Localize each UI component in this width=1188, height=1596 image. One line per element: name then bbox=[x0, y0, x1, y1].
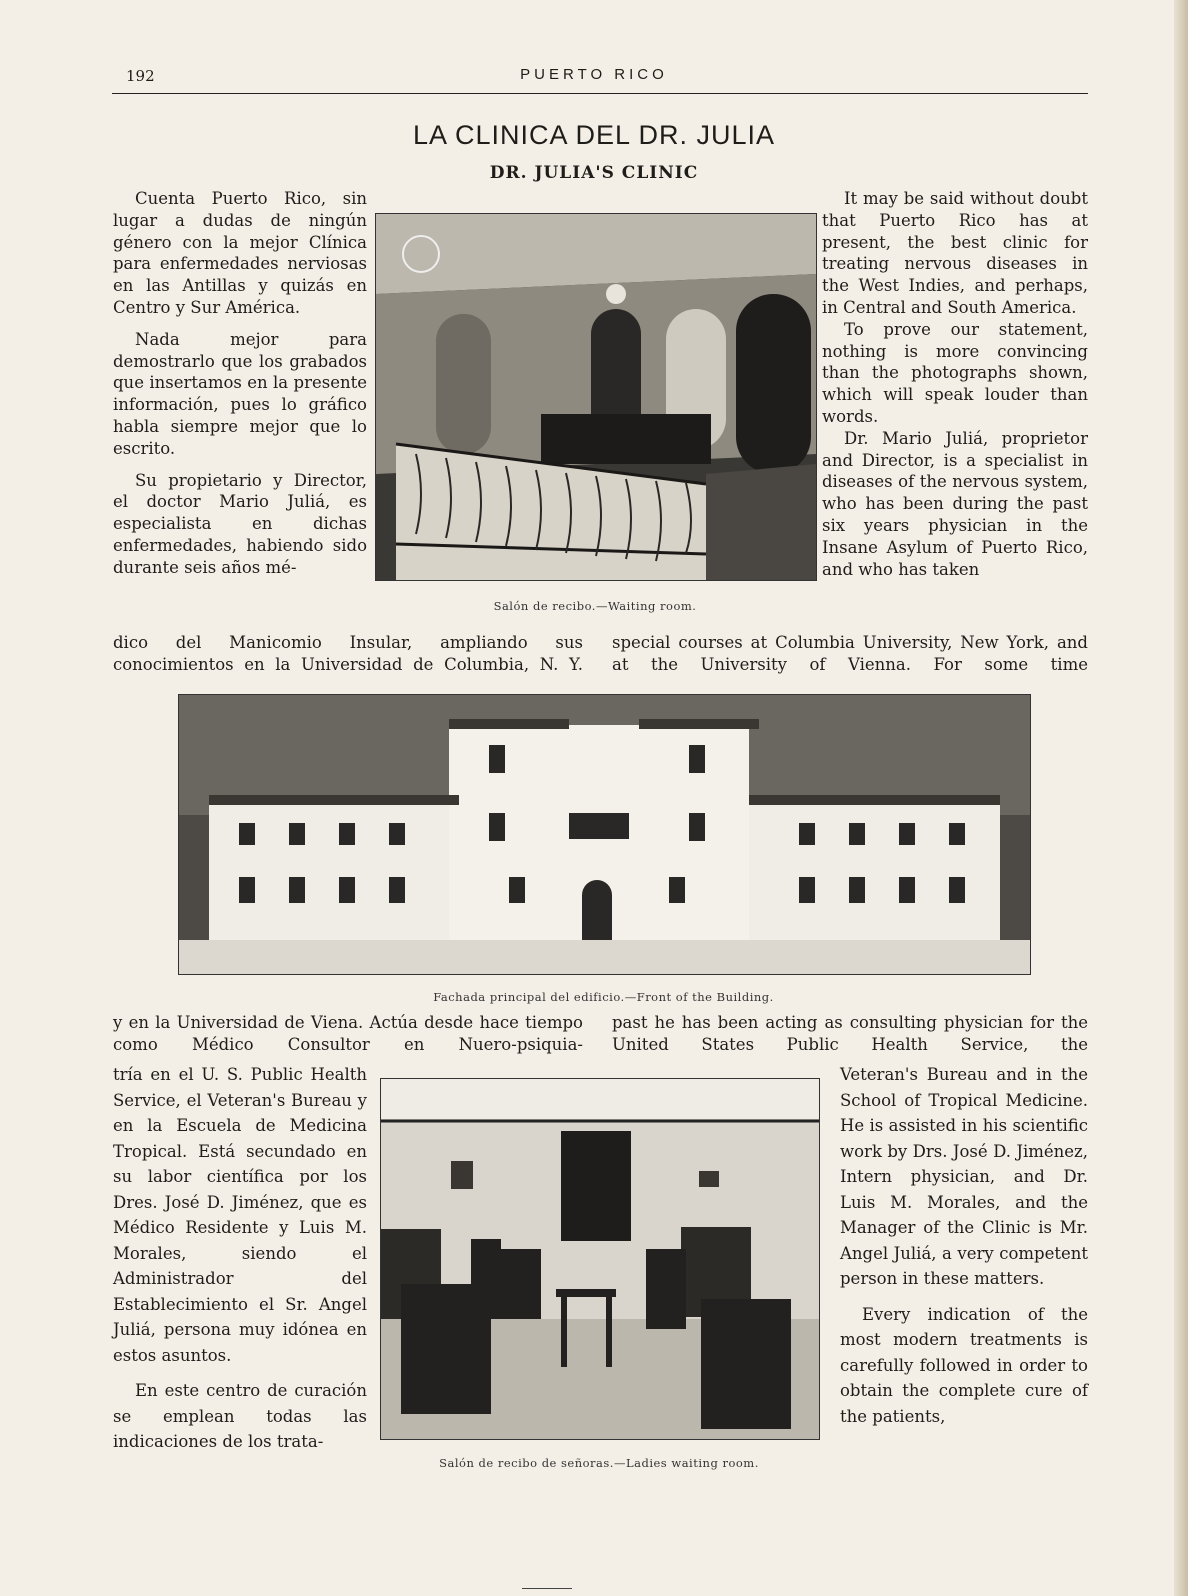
ladies-waiting-room-caption: Salón de recibo de señoras.—Ladies waiting room. bbox=[439, 1456, 759, 1470]
english-column-bottom bbox=[840, 1062, 1088, 1429]
english-column-top bbox=[822, 188, 1088, 580]
spanish-wide-lines-top: dico del Manicomio Insular, ampliando sus conocimientos en la Universidad de Columbia, N. Y. bbox=[113, 633, 583, 674]
english-paragraph-1: It may be said without doubt that Puerto Rico has at present, the best clinic for treating nervous diseases in the West Indies, and perhaps, in Central and South America. bbox=[822, 189, 1088, 317]
page-number: 192 bbox=[126, 67, 155, 85]
bottom-rule bbox=[522, 1588, 572, 1589]
spanish-paragraph-2: Nada mejor para demostrarlo que los grabados que insertamos en la presente información, pues lo gráfico habla siempre mejor que lo escrito. bbox=[113, 329, 367, 458]
running-head: PUERTO RICO bbox=[520, 66, 668, 83]
english-paragraph-3: Dr. Mario Juliá, proprietor and Director, is a specialist in diseases of the nervous system, who has been during the past six years physician in the Insane Asylum of Puerto Rico, and who has taken bbox=[822, 428, 1088, 579]
article-title: LA CLINICA DEL DR. JULIA bbox=[412, 120, 776, 150]
english-bottom-paragraph-2: Every indication of the most modern treatments is carefully followed in order to obtain the complete cure of the patients, bbox=[840, 1304, 1088, 1426]
spanish-paragraph-1: Cuenta Puerto Rico, sin lugar a dudas de ningún género con la mejor Clínica para enfermedades nerviosas en las Antillas y quizás en Centro y Sur América. bbox=[113, 189, 367, 317]
waiting-room-photo bbox=[375, 213, 817, 581]
spanish-column-top bbox=[113, 188, 367, 579]
building-caption: Fachada principal del edificio.—Front of the Building. bbox=[433, 990, 774, 1004]
spanish-column-bottom bbox=[113, 1062, 367, 1455]
english-wide-lines-bottom: past he has been acting as consulting physician for the United States Public Health Service, the bbox=[612, 1013, 1088, 1054]
spanish-bottom-paragraph-2: En este centro de curación se emplean todas las indicaciones de los trata- bbox=[113, 1381, 367, 1451]
english-wide-lines-top: special courses at Columbia University, New York, and at the University of Vienna. For some time bbox=[612, 633, 1088, 674]
ladies-waiting-room-photo bbox=[380, 1078, 820, 1440]
english-bottom-paragraph-1: Veteran's Bureau and in the School of Tropical Medicine. He is assisted in his scientific work by Drs. José D. Jiménez, Intern physician, and Dr. Luis M. Morales, and the Manager of the Clinic is Mr. Angel Juliá, a very competent person in these matters. bbox=[840, 1065, 1088, 1288]
page-edge bbox=[1174, 0, 1188, 1596]
waiting-room-caption: Salón de recibo.—Waiting room. bbox=[493, 599, 697, 613]
english-paragraph-2: To prove our statement, nothing is more convincing than the photographs shown, which will speak louder than words. bbox=[822, 319, 1088, 426]
building-front-photo bbox=[178, 694, 1031, 975]
spanish-paragraph-3: Su propietario y Director, el doctor Mario Juliá, es especialista en dichas enfermedades, habiendo sido durante seis años mé- bbox=[113, 470, 367, 577]
spanish-wide-lines-bottom: y en la Universidad de Viena. Actúa desde hace tiempo como Médico Consultor en Nuero-psiquia- bbox=[113, 1013, 583, 1054]
header-rule bbox=[112, 93, 1088, 94]
spanish-bottom-paragraph-1: tría en el U. S. Public Health Service, el Veteran's Bureau y en la Escuela de Medicina Tropical. Está secundado en su labor científica por los Dres. José D. Jiménez, que es Médico Residente y Luis M. Morales, siendo el Administrador del Establecimiento el Sr. Angel Juliá, persona muy idónea en estos asuntos. bbox=[113, 1065, 367, 1365]
article-subtitle: DR. JULIA'S CLINIC bbox=[489, 163, 699, 183]
